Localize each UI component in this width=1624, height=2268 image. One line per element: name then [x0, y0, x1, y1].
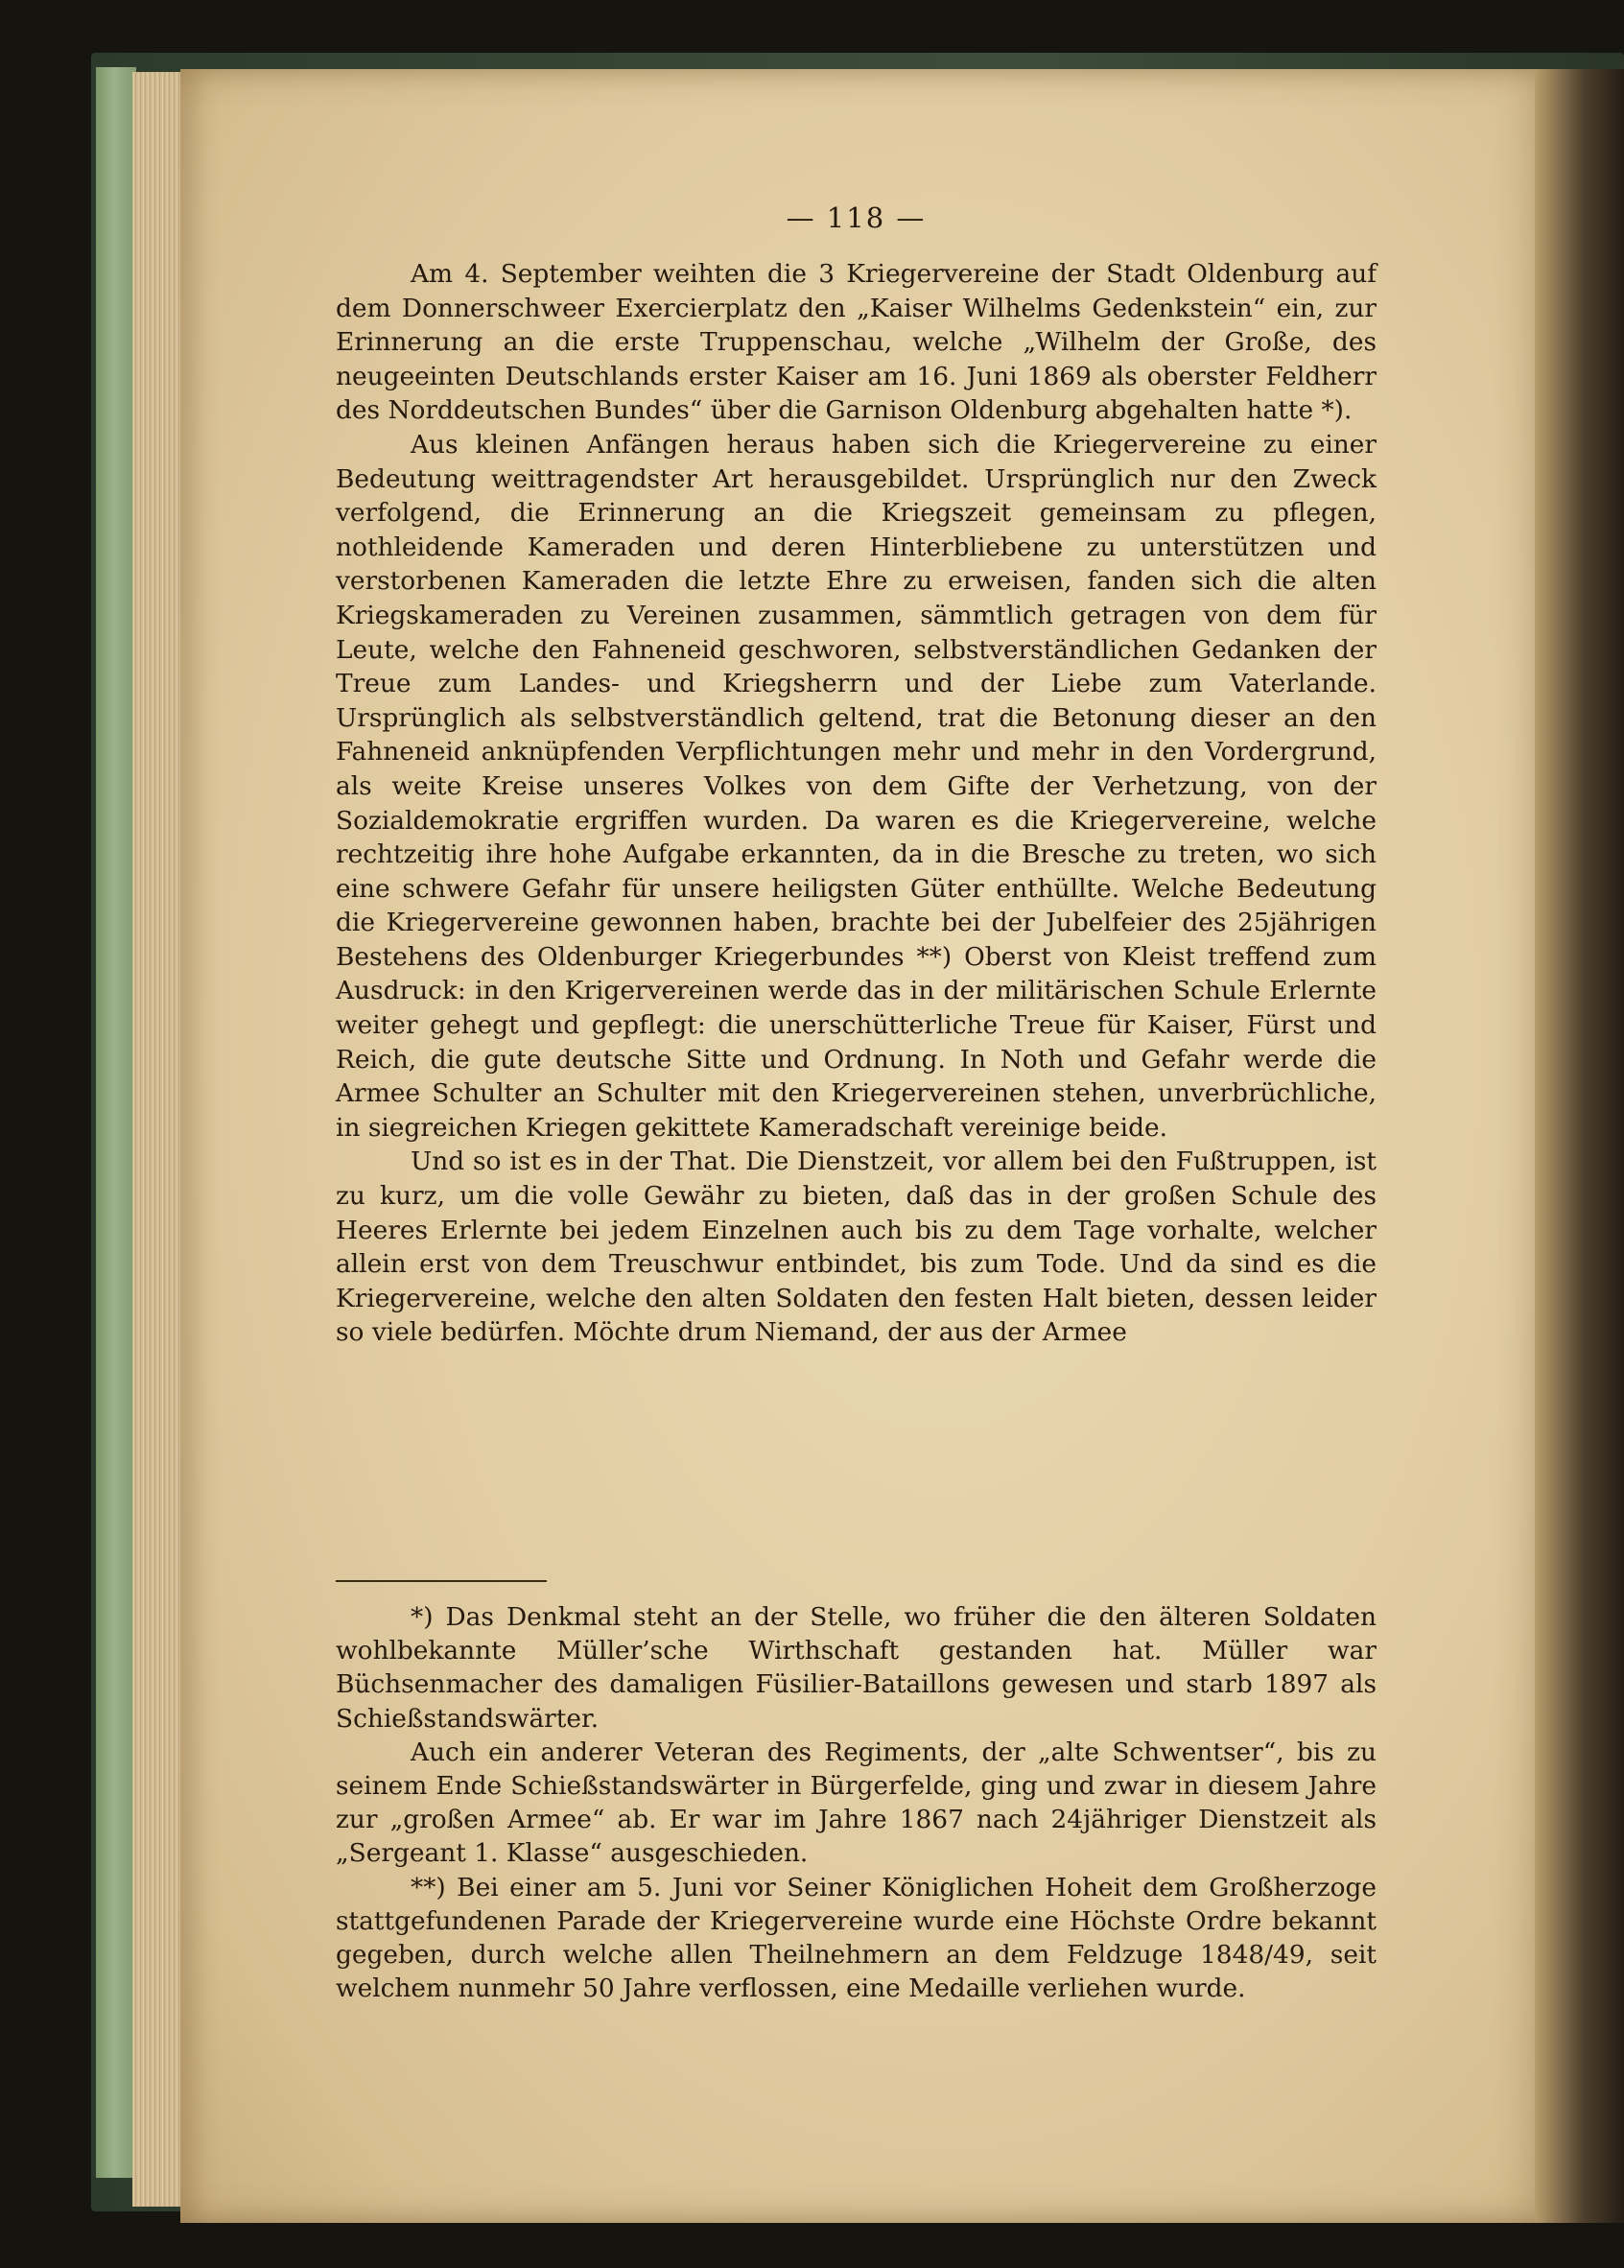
footnote: Auch ein anderer Veteran des Regiments, der „alte Schwentser“, bis zu seinem Ende Schießstandswärter in Bürgerfelde, ging und zwar in diesem Jahre zur „großen Armee“ ab. Er war im Jahre 1867 nach 24jähriger Dienstzeit als „Sergeant 1. Klasse“ ausgeschieden. — [336, 1736, 1377, 1869]
paragraph: Am 4. September weihten die 3 Kriegervereine der Stadt Oldenburg auf dem Donnerschweer Exercierplatz den „Kaiser Wilhelms Gedenkstein“ ein, zur Erinnerung an die erste Truppenschau, welche „Wilhelm der Große, des neugeeinten Deutschlands erster Kaiser am 16. Juni 1869 als oberster Feldherr des Norddeutschen Bundes“ über die Garnison Oldenburg abgehalten hatte *). — [336, 259, 1377, 426]
footnote-separator — [336, 1580, 547, 1582]
paragraph: Und so ist es in der That. Die Dienstzeit, vor allem bei den Fußtruppen, ist zu kurz, um die volle Gewähr zu bieten, daß das in der großen Schule des Heeres Erlernte bei jedem Einzelnen auch bis zu dem Tage vorhalte, welcher allein erst von dem Treuschwur entbindet, bis zum Tode. Und da sind es die Kriegervereine, welche den alten Soldaten den festen Halt bieten, dessen leider so viele bedürfen. Möchte drum Niemand, der aus der Armee — [336, 1146, 1377, 1348]
paragraph: Aus kleinen Anfängen heraus haben sich die Kriegervereine zu einer Bedeutung weittragendster Art herausgebildet. Ursprünglich nur den Zweck verfolgend, die Erinnerung an die Kriegszeit gemeinsam zu pflegen, nothleidende Kameraden und deren Hinterbliebene zu unterstützen und verstorbenen Kameraden die letzte Ehre zu erweisen, fanden sich die alten Kriegskameraden zu Vereinen zusammen, sämmtlich getragen von dem für Leute, welche den Fahneneid geschworen, selbstverständlichen Gedanken der Treue zum Landes- und Kriegsherrn und der Liebe zum Vaterlande. Ursprünglich als selbstverständlich geltend, trat die Betonung dieser an den Fahneneid anknüpfenden Verpflichtungen mehr und mehr in den Vordergrund, als weite Kreise unseres Volkes von dem Gifte der Verhetzung, von der Sozialdemokratie ergriffen wurden. Da waren es die Kriegervereine, welche rechtzeitig ihre hohe Aufgabe erkannten, da in die Bresche zu treten, wo sich eine schwere Gefahr für unsere heiligsten Güter enthüllte. Welche Bedeutung die Kriegervereine gewonnen haben, brachte bei der Jubelfeier des 25jährigen Bestehens des Oldenburger Kriegerbundes **) Oberst von Kleist treffend zum Ausdruck: in den Krigervereinen werde das in der militärischen Schule Erlernte weiter gehegt und gepflegt: die unerschütterliche Treue für Kaiser, Fürst und Reich, die gute deutsche Sitte und Ordnung. In Noth und Gefahr werde die Armee Schulter an Schulter mit den Kriegervereinen stehen, unverbrüchliche, in siegreichen Kriegen gekittete Kameradschaft vereinige beide. — [336, 429, 1377, 1143]
main-text — [336, 257, 1377, 1350]
page-edges — [132, 72, 182, 2207]
green-binding-edge — [96, 67, 136, 2178]
footnote: **) Bei einer am 5. Juni vor Seiner Königlichen Hoheit dem Großherzoge stattgefundenen Parade der Kriegervereine wurde eine Höchste Ordre bekannt gegeben, durch welche allen Theilnehmern an dem Feldzuge 1848/49, seit welchem nunmehr 50 Jahre verflossen, eine Medaille verliehen wurde. — [336, 1872, 1377, 2004]
page-number: — 118 — — [786, 201, 927, 234]
footnotes — [336, 1600, 1377, 2005]
page-gutter — [1535, 69, 1624, 2223]
footnote: *) Das Denkmal steht an der Stelle, wo früher die den älteren Soldaten wohlbekannte Müller’sche Wirthschaft gestanden hat. Müller war Büchsenmacher des damaligen Füsilier-Bataillons gewesen und starb 1897 als Schießstandswärter. — [336, 1602, 1377, 1734]
